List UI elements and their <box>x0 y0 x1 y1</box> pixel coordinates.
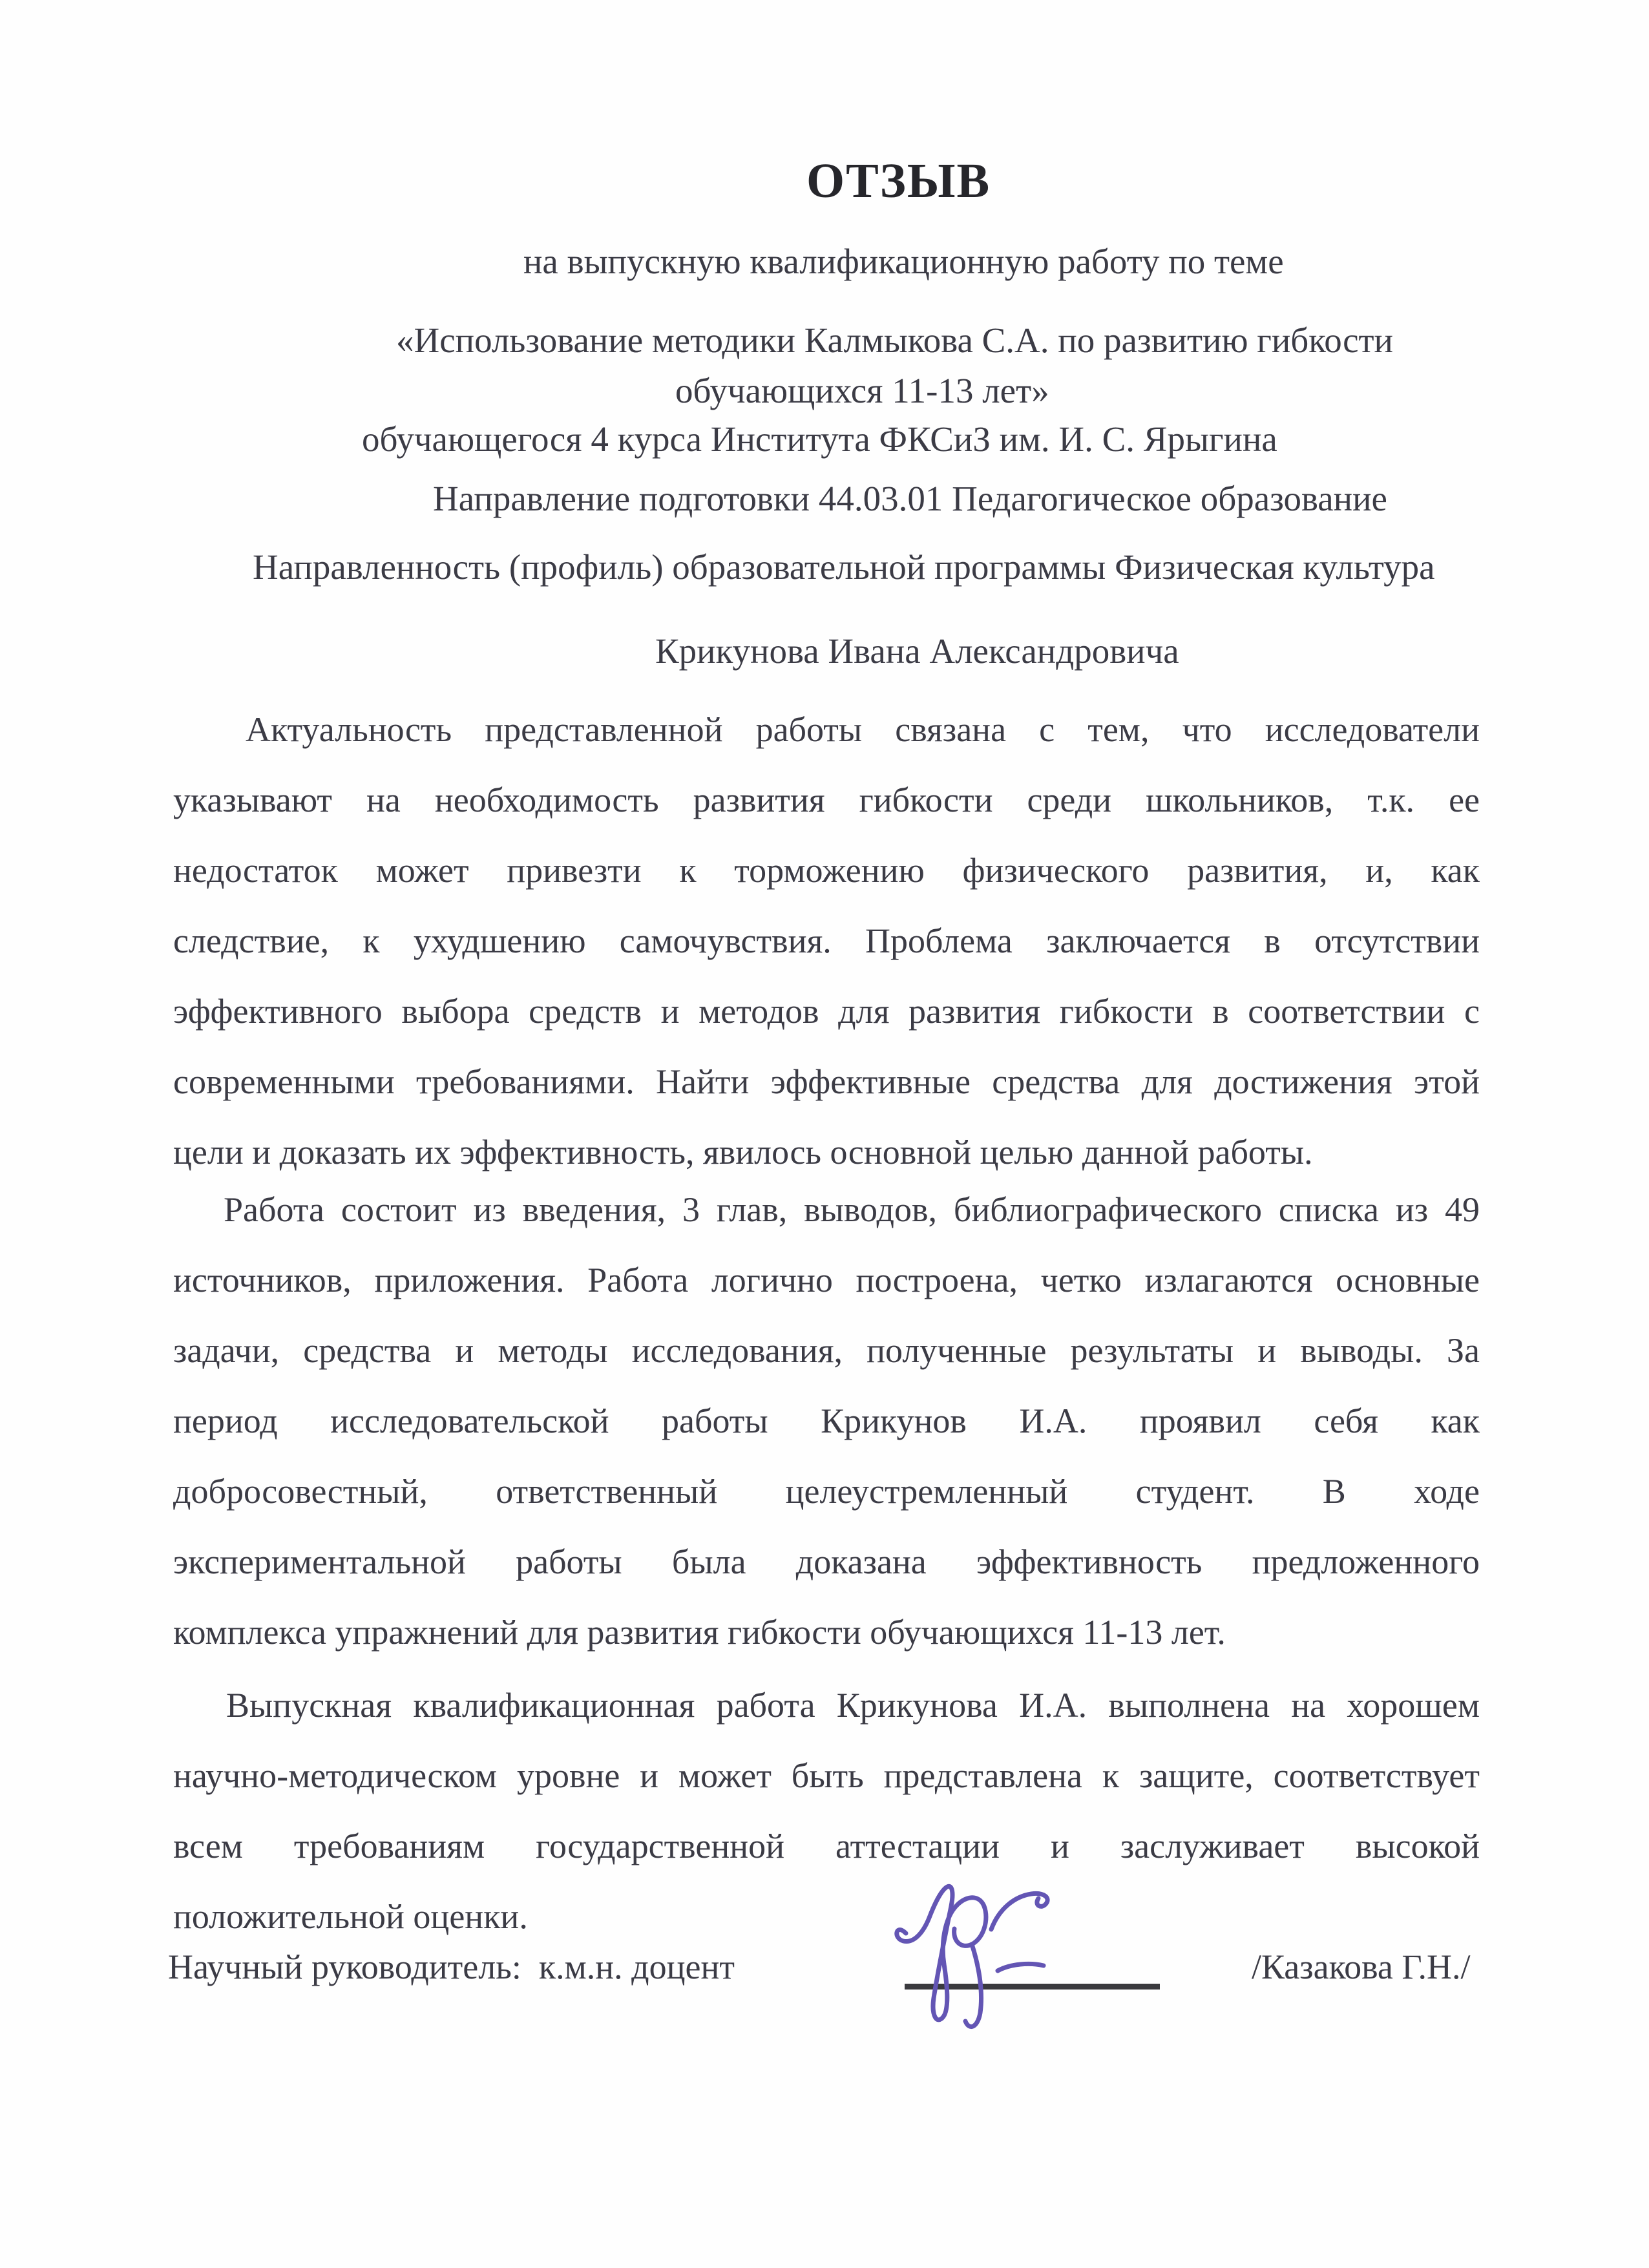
review-title: ОТЗЫВ <box>806 154 991 208</box>
signature-stroke-descender <box>965 1944 982 2027</box>
text-line: Работа состоит из введения, 3 глав, выводов, библиографического списка из 49 <box>224 1190 1480 1229</box>
student-course-line: обучающегося 4 курса Института ФКСиЗ им. И. С. Ярыгина <box>362 419 1277 459</box>
thesis-theme-line-1: «Использование методики Калмыкова С.А. по развитию гибкости <box>396 320 1393 360</box>
text-line: указывают на необходимость развития гибкости среди школьников, т.к. ее <box>173 781 1480 819</box>
student-name-line: Крикунова Ивана Александровича <box>655 631 1179 671</box>
signature-stroke-dash <box>998 1964 1044 1971</box>
signature-stroke-flourish <box>991 1893 1047 1929</box>
text-line: Актуальность представленной работы связана с тем, что исследователи <box>246 710 1480 749</box>
handwritten-signature <box>887 1866 1164 2053</box>
text-line: научно-методическом уровне и может быть представлена к защите, соответствует <box>173 1756 1480 1795</box>
text-line: добросовестный, ответственный целеустремленный студент. В ходе <box>173 1472 1480 1511</box>
supervisor-name: /Казакова Г.Н./ <box>1252 1948 1471 1986</box>
text-line: современными требованиями. Найти эффективные средства для достижения этой <box>173 1062 1480 1101</box>
text-line: период исследовательской работы Крикунов И.А. проявил себя как <box>173 1402 1480 1440</box>
study-direction-line: Направление подготовки 44.03.01 Педагогическое образование <box>433 479 1387 518</box>
paragraph-relevance <box>173 695 1480 1188</box>
paragraph-structure <box>173 1175 1480 1668</box>
supervisor-label: Научный руководитель: к.м.н. доцент <box>168 1948 735 1986</box>
review-subtitle: на выпускную квалификационную работу по теме <box>523 242 1284 281</box>
text-line: следствие, к ухудшению самочувствия. Проблема заключается в отсутствии <box>173 921 1480 960</box>
text-line: экспериментальной работы была доказана эффективность предложенного <box>173 1542 1480 1581</box>
program-profile-line: Направленность (профиль) образовательной программы Физическая культура <box>253 547 1435 587</box>
text-line: Выпускная квалификационная работа Крикунова И.А. выполнена на хорошем <box>226 1686 1480 1725</box>
paragraph-conclusion <box>173 1670 1480 1952</box>
text-line: источников, приложения. Работа логично построена, четко излагаются основные <box>173 1261 1480 1299</box>
text-line: задачи, средства и методы исследования, полученные результаты и выводы. За <box>173 1331 1480 1370</box>
text-line: недостаток может привезти к торможению физического развития, и, как <box>173 851 1480 890</box>
text-line: цели и доказать их эффективность, явилось основной целью данной работы. <box>173 1133 1313 1171</box>
thesis-theme-line-2: обучающихся 11-13 лет» <box>675 371 1049 410</box>
text-line: всем требованиям государственной аттестации и заслуживает высокой <box>173 1827 1480 1865</box>
text-line: эффективного выбора средств и методов для развития гибкости в соответствии с <box>173 992 1480 1031</box>
text-line: комплекса упражнений для развития гибкости обучающихся 11-13 лет. <box>173 1613 1226 1652</box>
text-line: положительной оценки. <box>173 1897 528 1936</box>
